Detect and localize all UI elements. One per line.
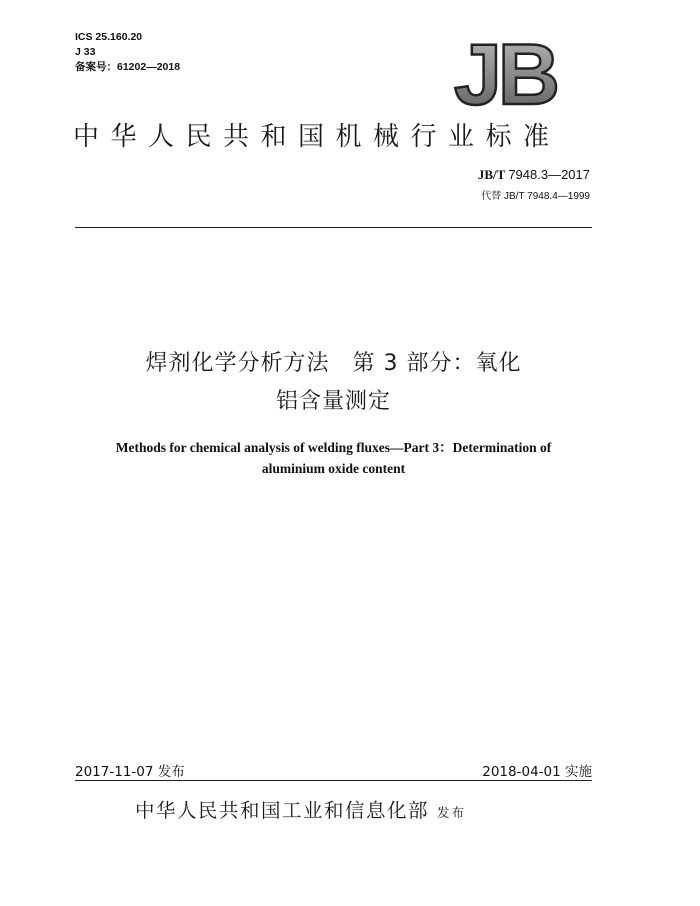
zh-title-line1: 焊剂化学分析方法 第 3 部分：氧化 bbox=[145, 351, 522, 376]
standard-number-prefix: JB/T bbox=[477, 167, 506, 182]
jb-logo-text: JB bbox=[454, 30, 556, 110]
replaces-standard: 代替 JB/T 7948.4—1999 bbox=[481, 191, 590, 202]
issue-date: 2017-11-07 发布 bbox=[75, 764, 185, 780]
publisher-suffix: 发布 bbox=[437, 805, 467, 820]
document-metadata bbox=[75, 30, 180, 75]
zh-title-line2: 铝含量测定 bbox=[275, 389, 391, 414]
jb-logo-graphic bbox=[440, 30, 562, 110]
en-title-line2: aluminium oxide content bbox=[261, 461, 406, 476]
filing-number: 备案号：61202—2018 bbox=[75, 61, 181, 73]
publisher bbox=[135, 795, 466, 823]
ics-code: ICS 25.160.20 bbox=[75, 31, 143, 43]
standard-category-title: 中华人民共和国机械行业标准 bbox=[73, 122, 561, 152]
standard-number bbox=[300, 167, 590, 183]
en-title-line1: Methods for chemical analysis of welding fluxes—Part 3：Determination of bbox=[115, 440, 552, 455]
top-divider bbox=[75, 227, 592, 228]
bottom-divider bbox=[75, 780, 592, 781]
publisher-name: 中华人民共和国工业和信息化部 bbox=[135, 799, 430, 822]
jb-logo bbox=[440, 30, 562, 110]
classification-code: J 33 bbox=[75, 46, 96, 58]
implementation-date: 2018-04-01 实施 bbox=[482, 764, 592, 780]
standard-number-value: 7948.3—2017 bbox=[508, 167, 590, 182]
